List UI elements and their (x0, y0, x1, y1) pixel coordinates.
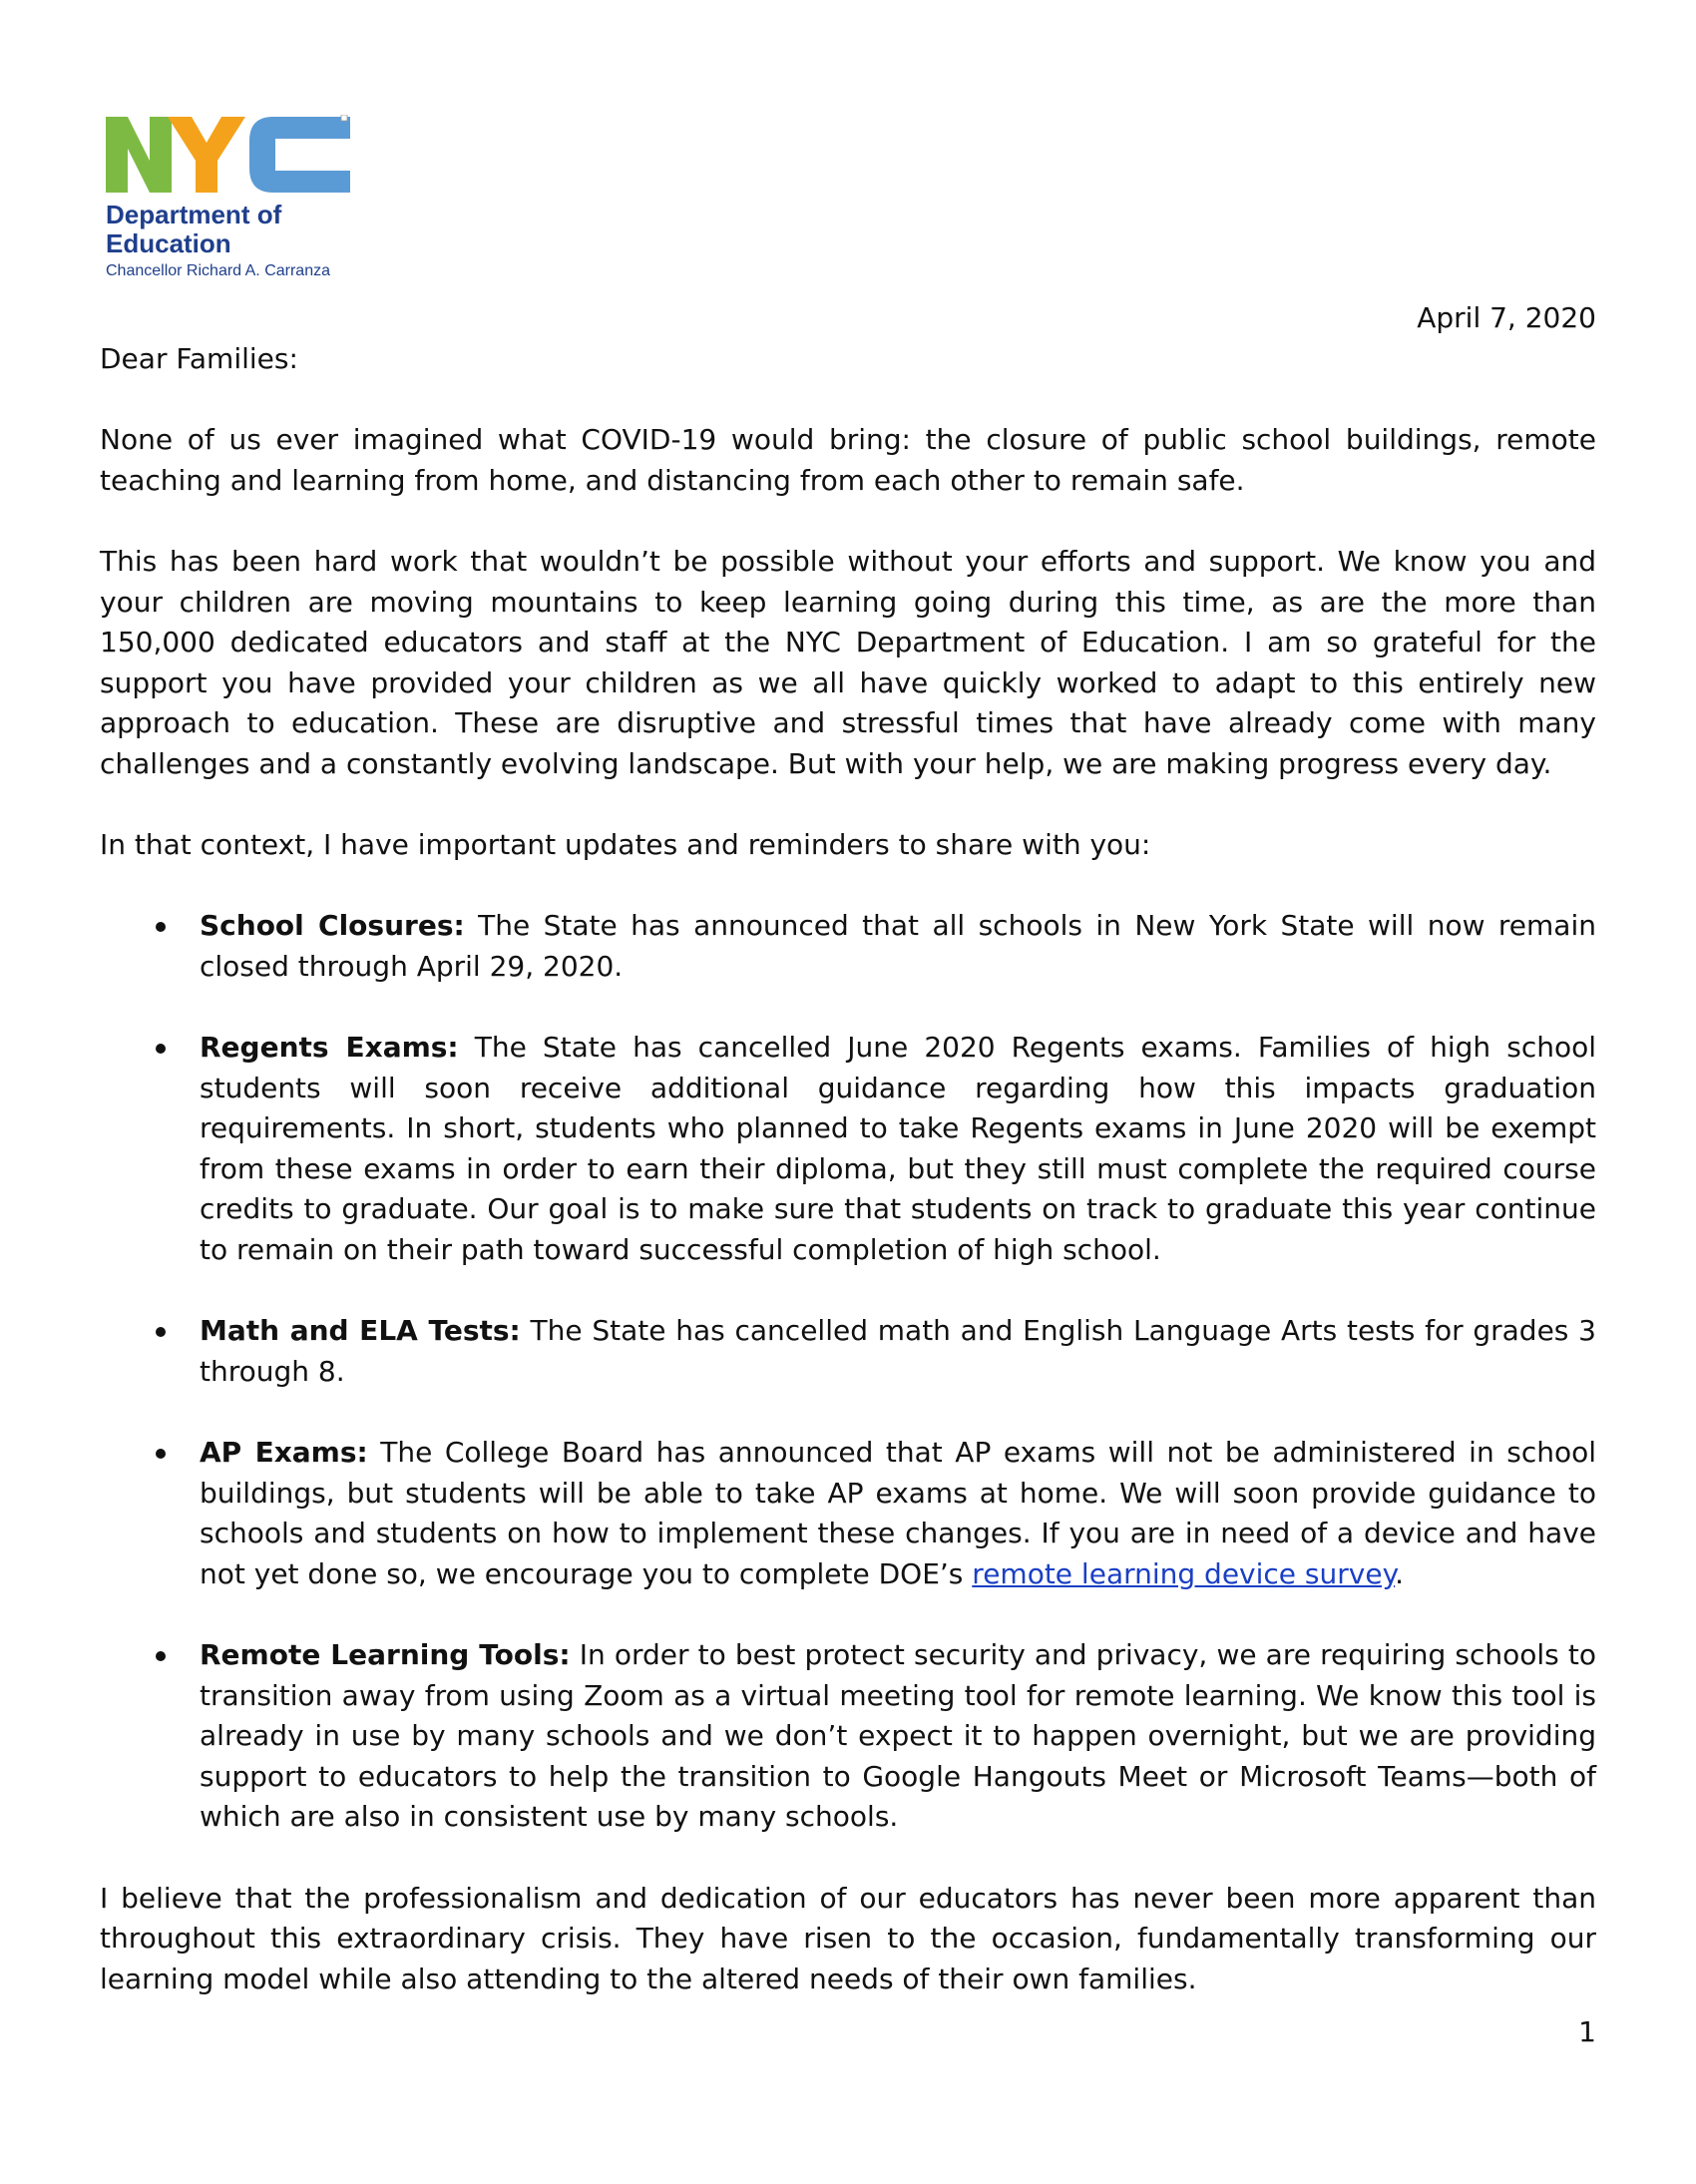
list-item (100, 1635, 1596, 1838)
nyc-doe-logo (106, 115, 375, 281)
bullet-icon (156, 1327, 166, 1337)
paragraph: This has been hard work that wouldn’t be possible without your efforts and support. We know you and your children are moving mountains to keep learning going during this time, as are the more than 150,000 dedicated educators and staff at the NYC Department of Education. I am so grateful for the support you have provided your children as we all have quickly worked to adapt to this entirely new approach to education. These are disruptive and stressful times that have already come with many challenges and a constantly evolving landscape. But with your help, we are making progress every day. (100, 544, 1596, 780)
item-term: Math and ELA Tests: (200, 1314, 521, 1348)
letter-date: April 7, 2020 (1417, 301, 1596, 334)
item-term: School Closures: (200, 909, 465, 943)
paragraph: None of us ever imagined what COVID-19 would bring: the closure of public school buildings, remote teaching and learning from home, and distancing from each other to remain safe. (100, 423, 1596, 497)
letter-body (100, 339, 1596, 2040)
updates-list (100, 906, 1596, 1838)
salutation: Dear Families: (100, 342, 298, 375)
list-item (100, 1311, 1596, 1392)
list-item (100, 906, 1596, 987)
item-text: The State has cancelled June 2020 Regents exams. Families of high school students will soon receive additional guidance regarding how this impacts graduation requirements. In short, students who planned to take Regents exams in June 2020 will be exempt from these exams in order to earn their diploma, but they still must complete the required course credits to graduate. Our goal is to make sure that students on track to graduate this year continue to remain on their path toward successful completion of high school. (200, 1031, 1597, 1267)
list-item (100, 1028, 1596, 1271)
closing-paragraph: I believe that the professionalism and dedication of our educators has never been more apparent than throughout this extraordinary crisis. They have risen to the occasion, fundamentally transforming our learning model while also attending to the altered needs of their own families. (100, 1881, 1596, 1995)
item-text-after: . (1395, 1556, 1405, 1590)
item-term: AP Exams: (200, 1436, 368, 1470)
item-text: In order to best protect security and privacy, we are requiring schools to transition away from using Zoom as a virtual meeting tool for remote learning. We know this tool is already in use by many schools and we don’t expect it to happen overnight, but we are providing support to educators to help the transition to Google Hangouts Meet or Microsoft Teams—both of which are also in consistent use by many schools. (200, 1638, 1596, 1834)
list-item (100, 1433, 1596, 1594)
page-number: 1 (1578, 2015, 1596, 2048)
bullet-icon (156, 1044, 166, 1054)
item-text: The State has announced that all schools in New York State will now remain closed through April 29, 2020. (200, 909, 1596, 983)
item-term: Regents Exams: (200, 1031, 459, 1065)
department-name: Department of Education (106, 200, 282, 258)
bullet-icon (156, 1449, 166, 1459)
bullet-icon (156, 922, 166, 932)
device-survey-link[interactable]: remote learning device survey (972, 1556, 1396, 1590)
chancellor-name: Chancellor Richard A. Carranza (106, 262, 330, 279)
item-text: The College Board has announced that AP exams will not be administered in school buildings, but students will be able to take AP exams at home. We will soon provide guidance to schools and students on how to implement these changes. If you are in need of a device and have not yet done so, we encourage you to complete DOE’s (200, 1436, 1597, 1590)
item-term: Remote Learning Tools: (200, 1638, 571, 1671)
nyc-logo-mark (106, 115, 350, 195)
item-text: The State has cancelled math and English Language Arts tests for grades 3 through 8. (200, 1314, 1596, 1388)
bullet-icon (156, 1651, 166, 1661)
paragraph: In that context, I have important updates and reminders to share with you: (100, 828, 1151, 862)
